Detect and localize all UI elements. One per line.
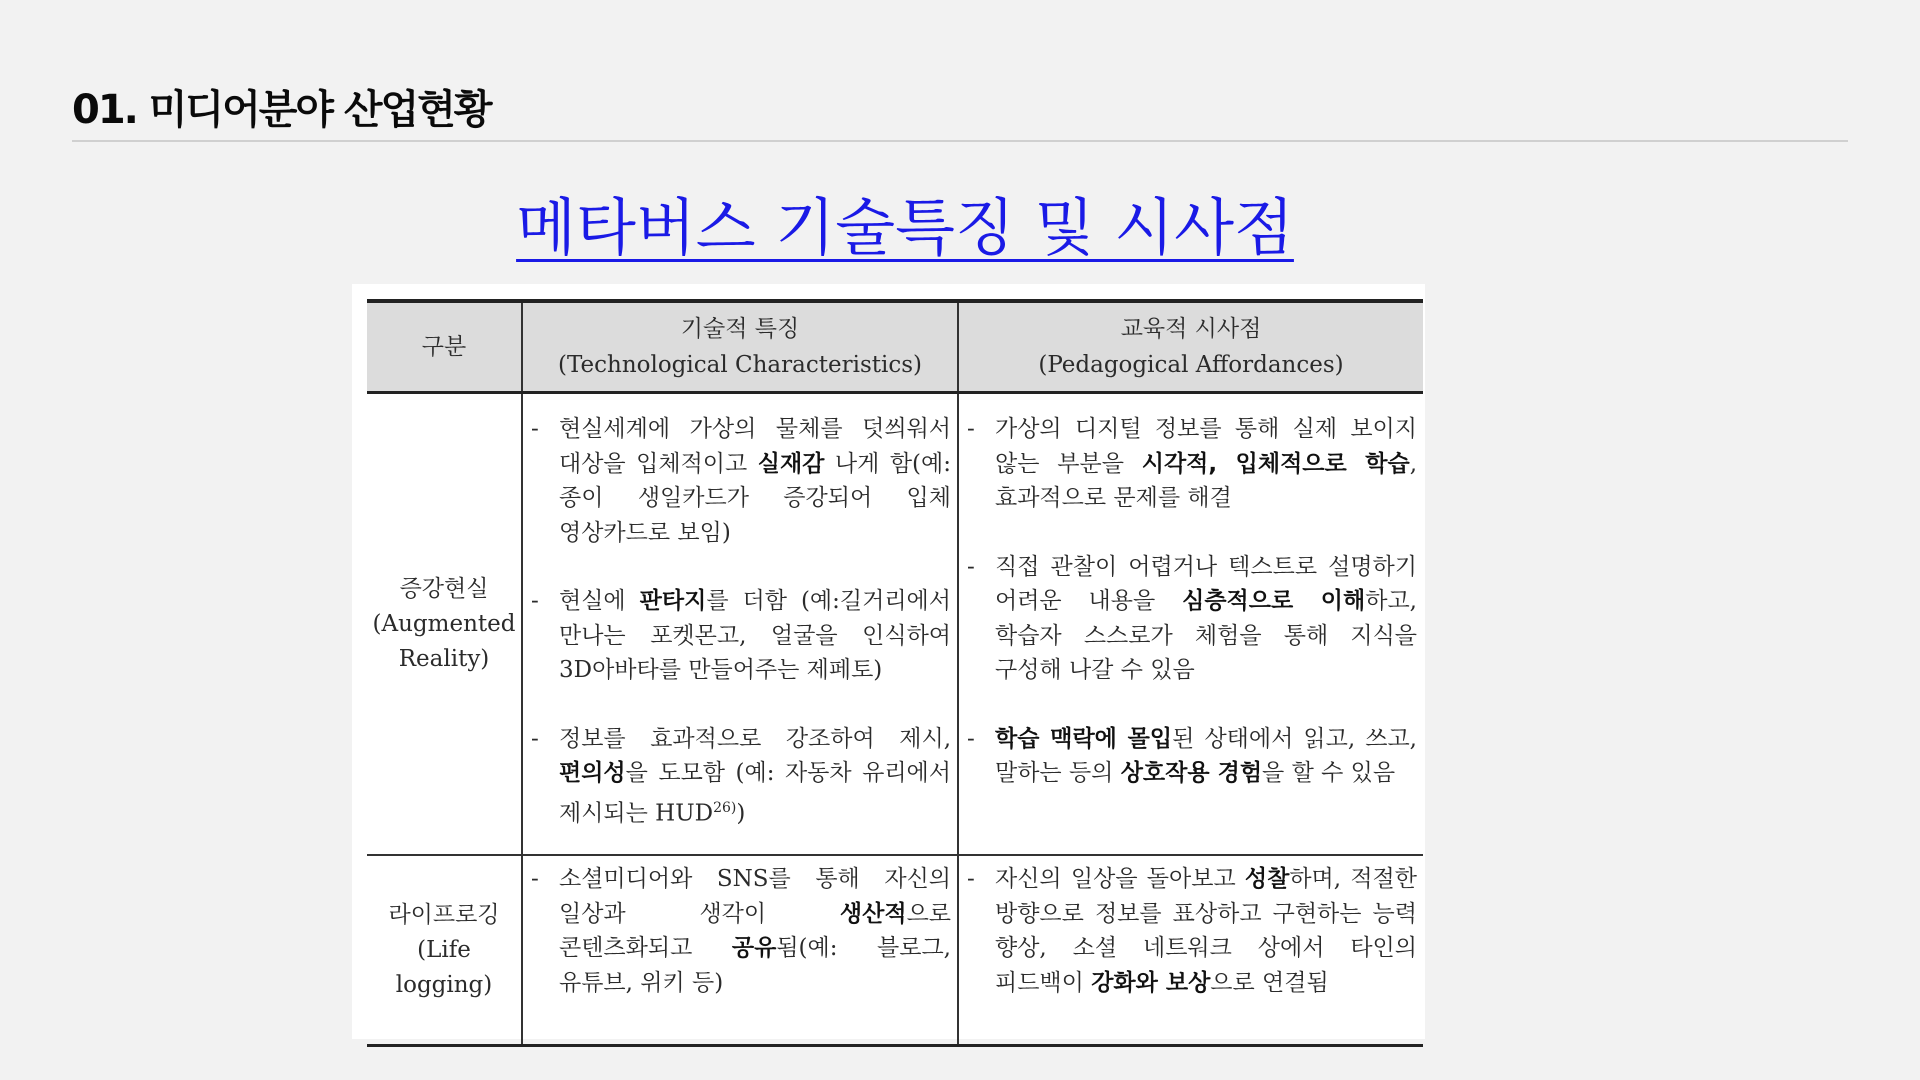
bullet-emphasis: 학습 맥락에 몰입 xyxy=(995,725,1173,752)
tech-bullet xyxy=(523,412,957,550)
bullet-text: 가상의 디지털 정보를 통해 실제 보이지 않는 부분을 xyxy=(995,416,1417,477)
bullet-dash: - xyxy=(967,725,975,752)
bullet-text: 으로 연결됨 xyxy=(1210,969,1329,996)
bullet-text: 직접 관찰이 어렵거나 텍스트로 설명하기 어려운 내용을 xyxy=(995,553,1417,614)
bullet-text: ) xyxy=(736,800,746,827)
footnote-marker: 26) xyxy=(713,799,737,816)
bullet-emphasis: 성찰 xyxy=(1244,866,1290,892)
bullet-text: 현실세계에 가상의 물체를 덧씌워서 대상을 입체적이고 xyxy=(559,416,951,477)
header-tech xyxy=(522,301,958,393)
bullet-text: 된 상태에서 읽고, 쓰고, 말하는 등의 xyxy=(995,725,1417,786)
bullet-emphasis: 심층적으로 이해 xyxy=(1182,588,1366,614)
bullet-text: 하고, 학습자 스스로가 체험을 통해 지식을 구성해 나갈 수 있음 xyxy=(995,588,1417,683)
bullet-dash: - xyxy=(967,866,975,892)
bullet-text: 나게 함(예: 종이 생일카드가 증강되어 입체 영상카드로 보임) xyxy=(559,450,951,546)
edu-bullet xyxy=(959,412,1423,516)
bullet-text: 자신의 일상을 돌아보고 xyxy=(995,866,1245,892)
bullet-text: , 효과적으로 문제를 해결 xyxy=(995,450,1417,511)
category-cell xyxy=(367,855,522,1046)
bullet-emphasis: 공유 xyxy=(731,935,777,961)
bullet-emphasis: 생산적 xyxy=(839,900,907,927)
bullet-text: 으로 콘텐츠화되고 xyxy=(559,900,951,961)
edu-cell xyxy=(958,855,1423,1046)
category-en-2: Reality) xyxy=(398,645,490,672)
header-edu xyxy=(958,301,1423,393)
header-category: 구분 xyxy=(367,301,522,393)
bullet-text: 를 더함 (예:길거리에서 만나는 포켓몬고, 얼굴을 인식하여 3D아바타를 만들어주는 제페토) xyxy=(559,588,951,683)
header-edu-ko: 교육적 시사점 xyxy=(1120,316,1262,342)
tech-cell xyxy=(522,393,958,856)
bullet-text: 을 도모함 (예: 자동차 유리에서 제시되는 HUD xyxy=(559,760,951,827)
table-row-augmented-reality xyxy=(367,393,1423,856)
bullet-emphasis: 판타지 xyxy=(639,588,707,614)
bullet-emphasis: 실재감 xyxy=(757,450,825,477)
category-ko: 증강현실 xyxy=(399,575,489,602)
bullet-emphasis: 상호작용 경험 xyxy=(1120,760,1263,786)
bullet-dash: - xyxy=(967,553,975,580)
section-header: 01. 미디어분야 산업현황 xyxy=(72,87,491,133)
tech-bullet xyxy=(523,584,957,688)
table-header-row xyxy=(367,301,1423,393)
header-tech-en: (Technological Characteristics) xyxy=(557,352,922,378)
bullet-dash: - xyxy=(967,416,975,442)
table-row-life-logging xyxy=(367,855,1423,1046)
tech-bullet xyxy=(523,862,957,1000)
tech-cell xyxy=(522,855,958,1046)
edu-bullet xyxy=(959,862,1423,1000)
table-image-panel xyxy=(352,284,1425,1039)
bullet-emphasis: 편의성 xyxy=(559,760,626,786)
bullet-text: 현실에 xyxy=(559,588,640,614)
category-cell xyxy=(367,393,522,856)
metaverse-features-table xyxy=(367,299,1423,1047)
header-edu-en: (Pedagogical Affordances) xyxy=(1038,352,1344,378)
header-divider xyxy=(72,140,1848,142)
header-tech-ko: 기술적 특징 xyxy=(680,316,800,342)
bullet-dash: - xyxy=(531,725,539,752)
category-en-2: logging) xyxy=(395,971,493,998)
bullet-emphasis: 강화와 보상 xyxy=(1091,969,1211,996)
bullet-text: 하며, 적절한 방향으로 정보를 표상하고 구현하는 능력 향상, 소셜 네트워크 상에서 타인의 피드백이 xyxy=(995,866,1417,996)
edu-cell xyxy=(958,393,1423,856)
category-en-1: (Augmented xyxy=(372,610,516,637)
bullet-dash: - xyxy=(531,866,539,892)
category-ko: 라이프로깅 xyxy=(388,901,500,928)
bullet-dash: - xyxy=(531,416,539,442)
category-en-1: (Life xyxy=(417,936,471,963)
tech-bullet xyxy=(523,722,957,831)
bullet-text: 정보를 효과적으로 강조하여 제시, xyxy=(559,725,951,752)
bullet-text: 소셜미디어와 SNS를 통해 자신의 일상과 생각이 xyxy=(559,866,951,927)
bullet-text: 을 할 수 있음 xyxy=(1262,760,1396,786)
bullet-dash: - xyxy=(531,588,539,614)
bullet-text: 됨(예: 블로그, 유튜브, 위키 등) xyxy=(559,935,951,996)
edu-bullet xyxy=(959,722,1423,791)
slide-title-link[interactable]: 메타버스 기술특징 및 시사점 xyxy=(516,191,1294,264)
bullet-emphasis: 시각적, 입체적으로 학습 xyxy=(1141,450,1410,477)
edu-bullet xyxy=(959,550,1423,688)
